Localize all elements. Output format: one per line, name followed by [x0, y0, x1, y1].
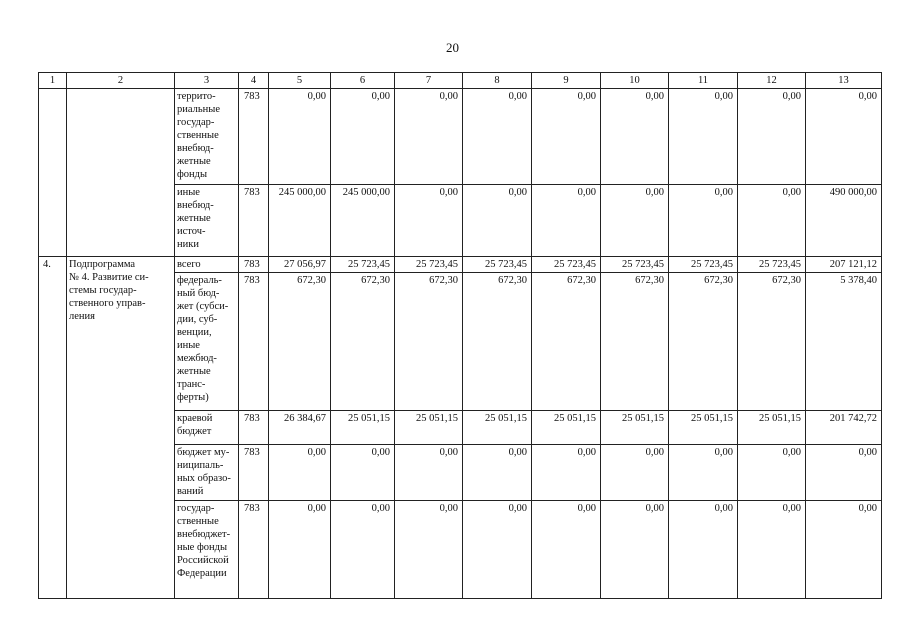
value-cell: 0,00: [738, 501, 806, 599]
value-cell: 0,00: [738, 185, 806, 257]
value-cell: 0,00: [395, 89, 463, 185]
value-cell: 0,00: [806, 89, 882, 185]
value-cell: 0,00: [669, 89, 738, 185]
code-cell: 783: [239, 273, 269, 411]
header-cell: 8: [463, 73, 532, 89]
code-cell: 783: [239, 445, 269, 501]
budget-table: [38, 72, 882, 599]
code-cell: 783: [239, 501, 269, 599]
value-cell: 25 723,45: [669, 257, 738, 273]
value-cell: 0,00: [601, 185, 669, 257]
value-cell: 0,00: [738, 89, 806, 185]
value-cell: 0,00: [601, 89, 669, 185]
funding-source: федераль- ный бюд- жет (субси- дии, суб- венции, иные межбюд- жетные транс- ферты): [175, 273, 239, 411]
value-cell: 0,00: [601, 445, 669, 501]
code-cell: 783: [239, 411, 269, 445]
value-cell: 0,00: [806, 501, 882, 599]
value-cell: 0,00: [601, 501, 669, 599]
value-cell: 0,00: [806, 445, 882, 501]
header-cell: 9: [532, 73, 601, 89]
value-cell: 25 051,15: [601, 411, 669, 445]
header-cell: 13: [806, 73, 882, 89]
funding-source: террито- риальные государ- ственные внебюд- жетные фонды: [175, 89, 239, 185]
value-cell: 672,30: [331, 273, 395, 411]
value-cell: 672,30: [738, 273, 806, 411]
value-cell: 0,00: [532, 89, 601, 185]
value-cell: 25 051,15: [463, 411, 532, 445]
funding-source: иные внебюд- жетные источ- ники: [175, 185, 239, 257]
value-cell: 0,00: [532, 445, 601, 501]
header-row: [39, 73, 882, 89]
value-cell: 25 723,45: [532, 257, 601, 273]
code-cell: 783: [239, 257, 269, 273]
value-cell: 201 742,72: [806, 411, 882, 445]
value-cell: 672,30: [601, 273, 669, 411]
header-cell: 1: [39, 73, 67, 89]
value-cell: 0,00: [395, 501, 463, 599]
value-cell: 0,00: [463, 89, 532, 185]
funding-source: бюджет му- ниципаль- ных образо- ваний: [175, 445, 239, 501]
value-cell: 0,00: [669, 501, 738, 599]
header-cell: 5: [269, 73, 331, 89]
value-cell: 0,00: [669, 185, 738, 257]
empty-index-cell: [39, 89, 67, 257]
funding-source: государ- ственные внебюджет- ные фонды Российской Федерации: [175, 501, 239, 599]
table-row: [39, 257, 882, 273]
code-cell: 783: [239, 185, 269, 257]
value-cell: 25 051,15: [331, 411, 395, 445]
value-cell: 25 723,45: [601, 257, 669, 273]
empty-program-cell: [67, 89, 175, 257]
value-cell: 25 051,15: [532, 411, 601, 445]
header-cell: 6: [331, 73, 395, 89]
value-cell: 672,30: [269, 273, 331, 411]
table-row: [39, 89, 882, 185]
value-cell: 0,00: [269, 445, 331, 501]
value-cell: 672,30: [395, 273, 463, 411]
header-cell: 7: [395, 73, 463, 89]
value-cell: 0,00: [532, 185, 601, 257]
value-cell: 0,00: [463, 501, 532, 599]
value-cell: 0,00: [331, 445, 395, 501]
value-cell: 0,00: [331, 89, 395, 185]
page-number: 20: [446, 40, 459, 55]
value-cell: 27 056,97: [269, 257, 331, 273]
funding-source: краевой бюджет: [175, 411, 239, 445]
value-cell: 245 000,00: [269, 185, 331, 257]
funding-source: всего: [175, 257, 239, 273]
value-cell: 25 051,15: [738, 411, 806, 445]
value-cell: 0,00: [463, 185, 532, 257]
header-cell: 10: [601, 73, 669, 89]
value-cell: 25 051,15: [395, 411, 463, 445]
value-cell: 0,00: [738, 445, 806, 501]
header-cell: 12: [738, 73, 806, 89]
value-cell: 672,30: [463, 273, 532, 411]
value-cell: 0,00: [269, 89, 331, 185]
program-title: Подпрограмма № 4. Развитие си- стемы государ- ственного управ- ления: [67, 257, 175, 599]
value-cell: 5 378,40: [806, 273, 882, 411]
value-cell: 0,00: [532, 501, 601, 599]
value-cell: 0,00: [395, 445, 463, 501]
value-cell: 0,00: [269, 501, 331, 599]
header-cell: 3: [175, 73, 239, 89]
value-cell: 25 051,15: [669, 411, 738, 445]
value-cell: 25 723,45: [463, 257, 532, 273]
value-cell: 0,00: [463, 445, 532, 501]
header-cell: 2: [67, 73, 175, 89]
code-cell: 783: [239, 89, 269, 185]
value-cell: 207 121,12: [806, 257, 882, 273]
program-index: 4.: [39, 257, 67, 599]
header-cell: 11: [669, 73, 738, 89]
value-cell: 490 000,00: [806, 185, 882, 257]
value-cell: 25 723,45: [738, 257, 806, 273]
value-cell: 0,00: [669, 445, 738, 501]
value-cell: 25 723,45: [395, 257, 463, 273]
value-cell: 0,00: [395, 185, 463, 257]
value-cell: 26 384,67: [269, 411, 331, 445]
value-cell: 25 723,45: [331, 257, 395, 273]
value-cell: 672,30: [532, 273, 601, 411]
value-cell: 0,00: [331, 501, 395, 599]
header-cell: 4: [239, 73, 269, 89]
value-cell: 672,30: [669, 273, 738, 411]
value-cell: 245 000,00: [331, 185, 395, 257]
